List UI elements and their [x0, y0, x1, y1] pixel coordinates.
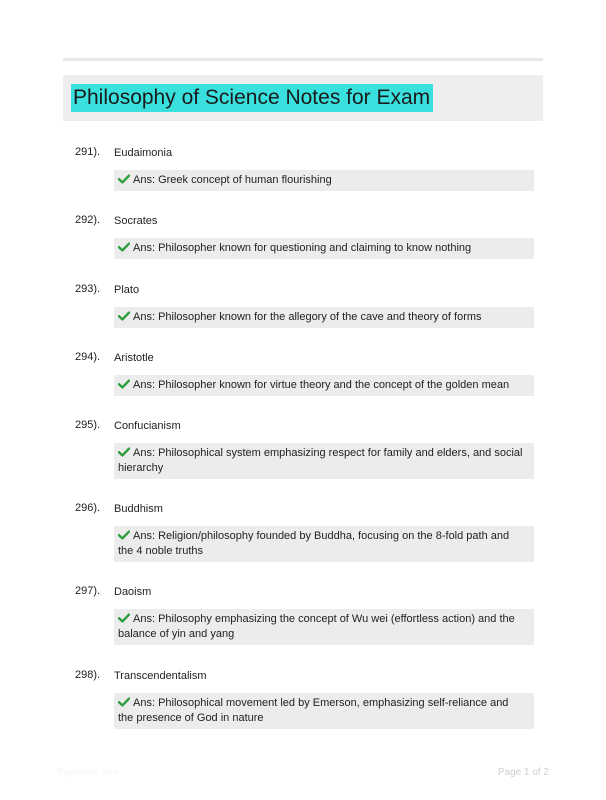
question-term: Socrates [114, 215, 158, 227]
check-icon [118, 311, 130, 321]
answer-text: Philosopher known for virtue theory and the concept of the golden mean [158, 379, 510, 391]
answer-prefix: Ans: [133, 379, 156, 391]
answer-text: Philosophy emphasizing the concept of Wu wei (effortless action) and the balance of yin and yang [118, 613, 515, 640]
page-title: Philosophy of Science Notes for Exam [71, 84, 433, 112]
answer-box [114, 307, 534, 328]
top-divider [63, 58, 543, 61]
answer-prefix: Ans: [133, 174, 156, 186]
answer-prefix: Ans: [133, 613, 156, 625]
answer-box [114, 238, 534, 259]
question-number: 298). [75, 669, 101, 681]
question-term: Transcendentalism [114, 670, 207, 682]
question-number: 296). [75, 502, 101, 514]
check-icon [118, 242, 130, 252]
check-icon [118, 174, 130, 184]
answer-prefix: Ans: [133, 530, 156, 542]
check-icon [118, 530, 130, 540]
answer-text: Philosophical system emphasizing respect for family and elders, and social hierarchy [118, 447, 523, 474]
question-number: 295). [75, 419, 101, 431]
answer-box [114, 443, 534, 479]
answer-box [114, 609, 534, 645]
answer-text: Philosopher known for the allegory of the cave and theory of forms [158, 311, 482, 323]
question-term: Eudaimonia [114, 147, 173, 159]
answer-text: Philosopher known for questioning and claiming to know nothing [158, 242, 472, 254]
answer-box [114, 375, 534, 396]
answer-box [114, 170, 534, 191]
question-term: Plato [114, 284, 140, 296]
answer-prefix: Ans: [133, 311, 156, 323]
question-number: 297). [75, 585, 101, 597]
question-term: Confucianism [114, 420, 181, 432]
question-term: Daoism [114, 586, 152, 598]
question-term: Buddhism [114, 503, 163, 515]
check-icon [118, 697, 130, 707]
question-number: 294). [75, 351, 101, 363]
question-number: 292). [75, 214, 101, 226]
page-number: Page 1 of 2 [497, 767, 549, 778]
answer-text: Philosophical movement led by Emerson, emphasizing self-reliance and the presence of God in nature [118, 697, 509, 724]
answer-box [114, 693, 534, 729]
check-icon [118, 379, 130, 389]
answer-text: Religion/philosophy founded by Buddha, focusing on the 8-fold path and the 4 noble truths [118, 530, 510, 557]
answer-prefix: Ans: [133, 447, 156, 459]
answer-text: Greek concept of human flourishing [158, 174, 332, 186]
question-number: 291). [75, 146, 101, 158]
check-icon [118, 613, 130, 623]
question-number: 293). [75, 283, 101, 295]
answer-box [114, 526, 534, 562]
answer-prefix: Ans: [133, 697, 156, 709]
footer-watermark: Paperfolio.com [58, 767, 119, 777]
check-icon [118, 447, 130, 457]
answer-prefix: Ans: [133, 242, 156, 254]
question-term: Aristotle [114, 352, 154, 364]
